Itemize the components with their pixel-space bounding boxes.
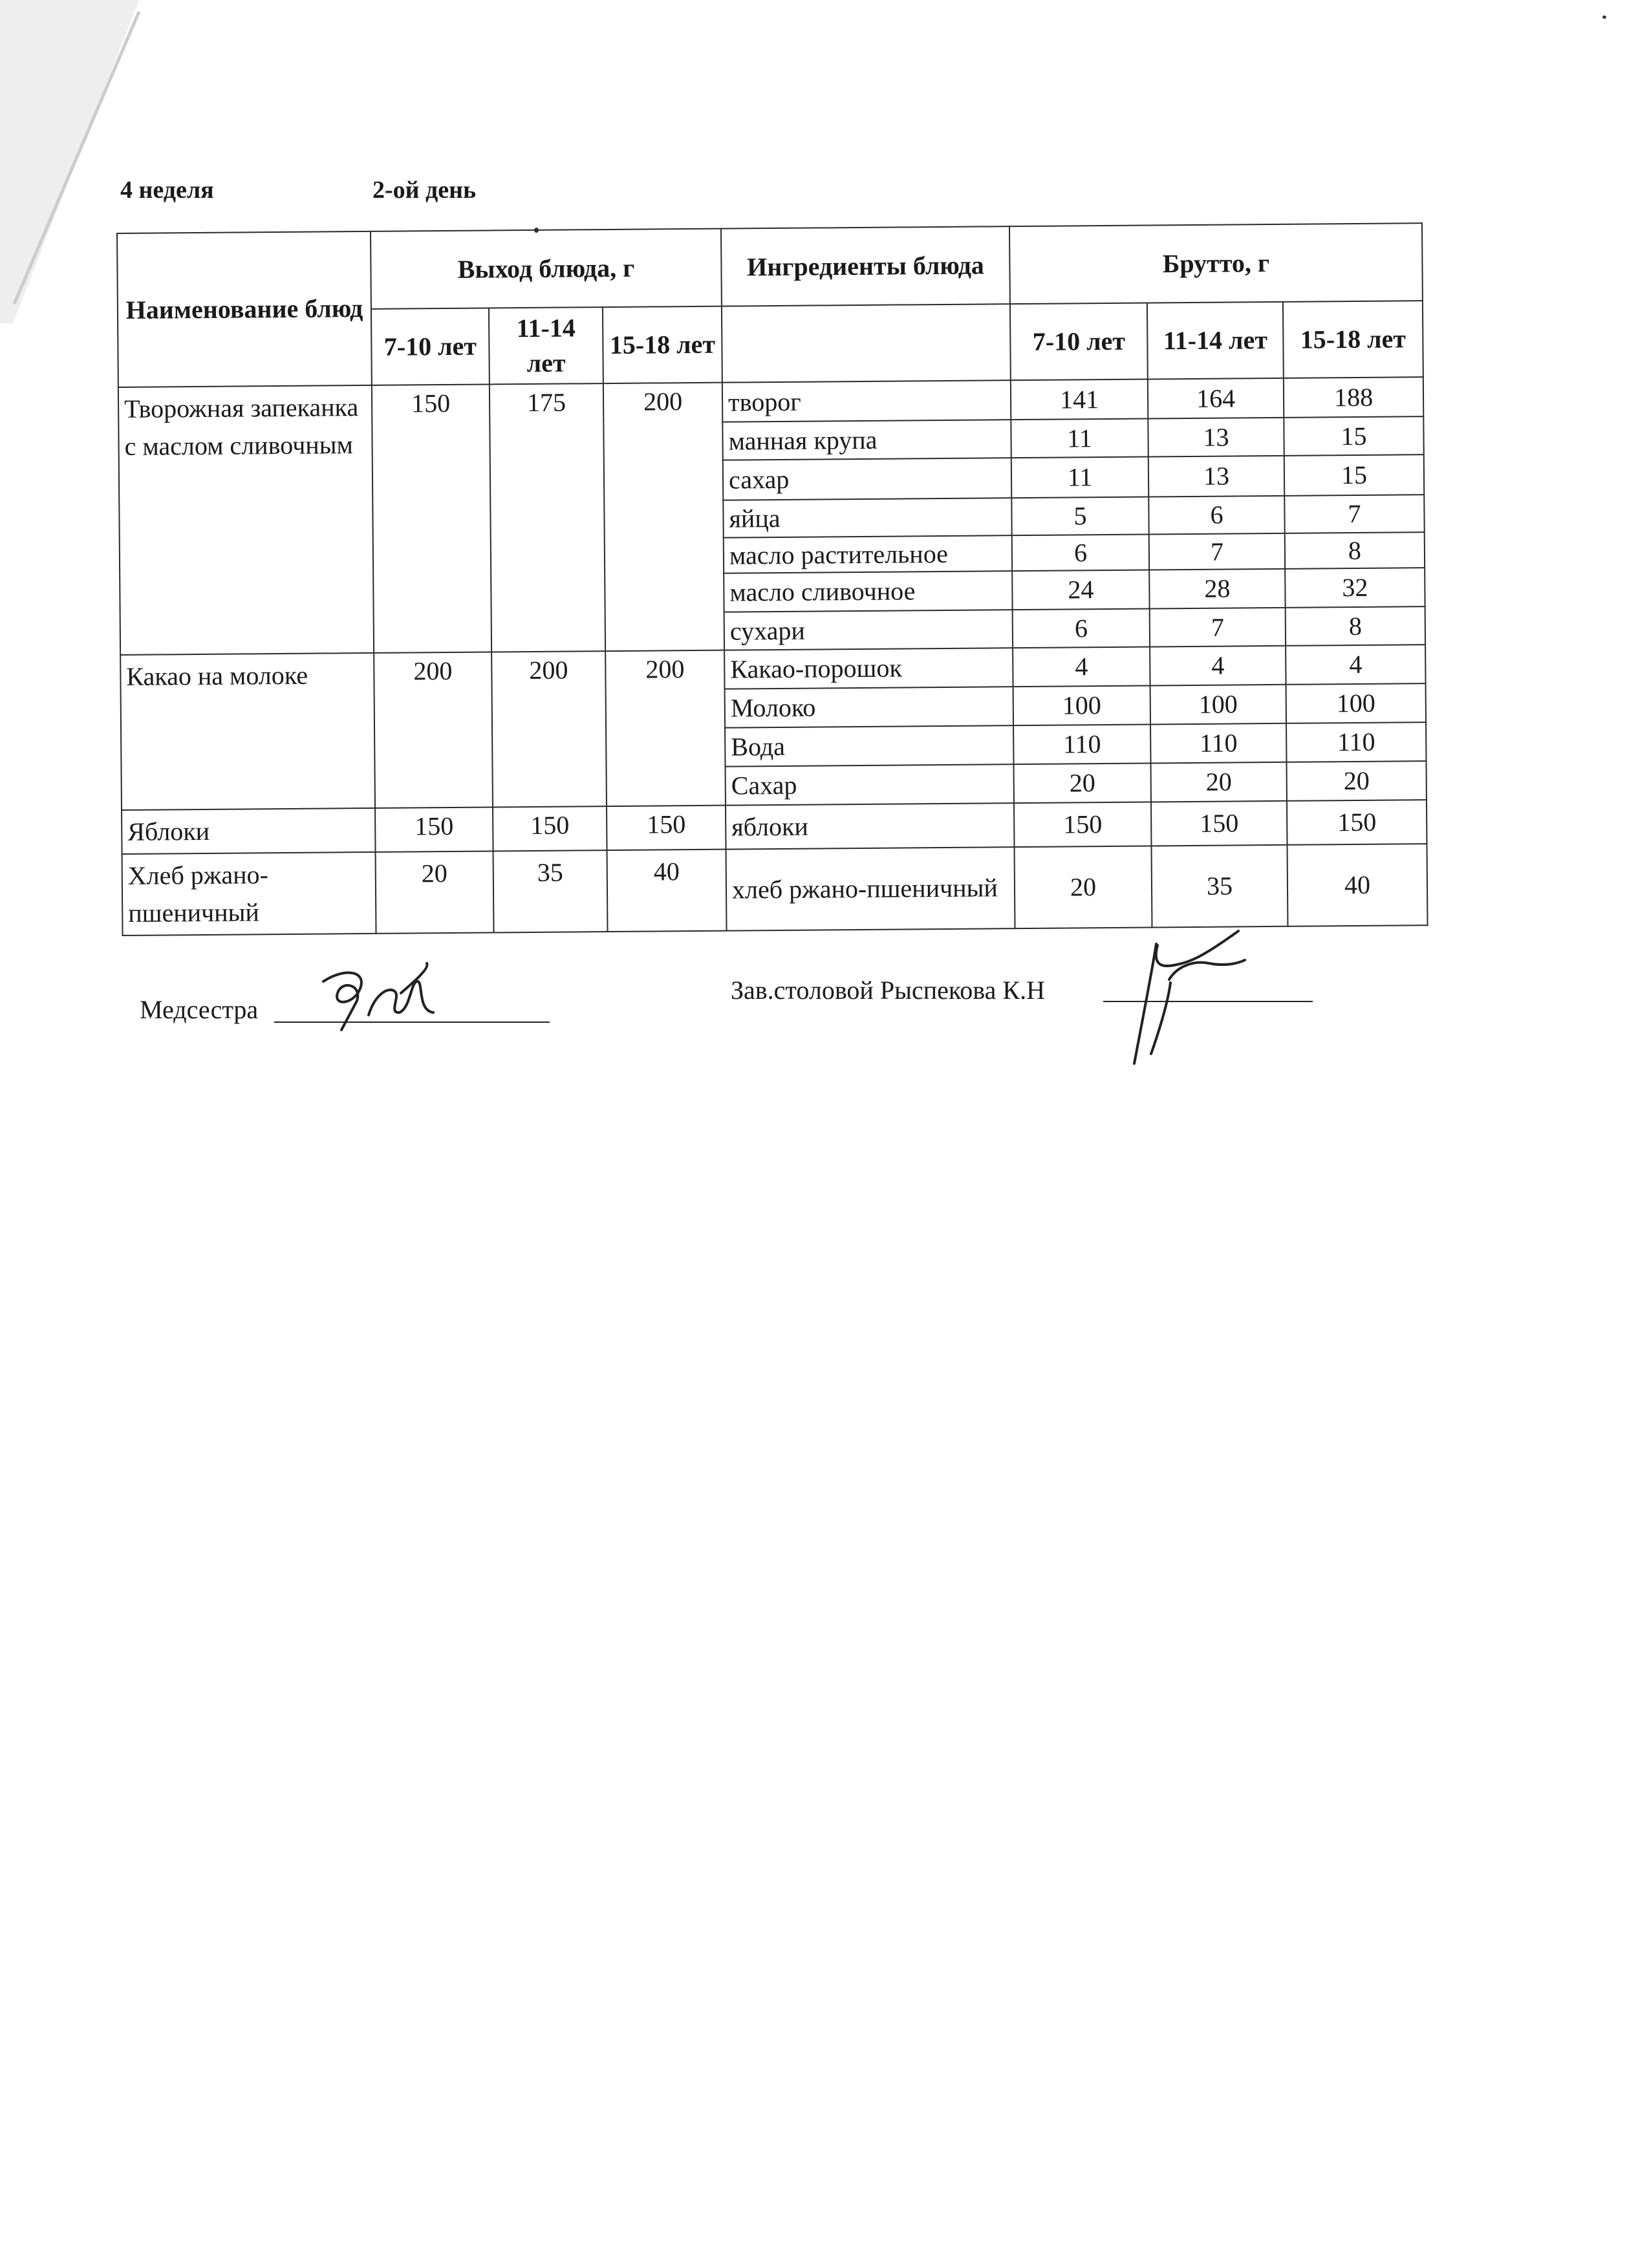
yield-age-header: 7-10 лет xyxy=(371,308,490,385)
dish-yield: 20 xyxy=(376,851,494,933)
gross-weight: 150 xyxy=(1287,800,1427,845)
gross-weight: 35 xyxy=(1152,845,1288,928)
gross-weight: 141 xyxy=(1011,379,1148,420)
dish-yield: 35 xyxy=(493,850,608,932)
dish-yield: 150 xyxy=(375,807,493,851)
gross-header: Брутто, г xyxy=(1009,223,1423,304)
gross-weight: 24 xyxy=(1012,570,1149,610)
gross-weight: 6 xyxy=(1013,608,1150,648)
gross-weight: 7 xyxy=(1149,533,1285,570)
nurse-signature xyxy=(304,956,459,1040)
gross-age-header: 15-18 лет xyxy=(1283,301,1423,378)
gross-weight: 8 xyxy=(1286,606,1425,646)
ingredient-name: манная крупа xyxy=(722,420,1011,460)
dish-name: Яблоки xyxy=(122,808,376,854)
gross-weight: 164 xyxy=(1148,378,1284,419)
dish-yield: 200 xyxy=(491,651,607,807)
canteen-head-signature-label: Зав.столовой Рыспекова К.Н xyxy=(731,976,1045,1005)
gross-weight: 20 xyxy=(1015,846,1152,928)
gross-weight: 15 xyxy=(1284,416,1423,456)
ingredient-name: Какао-порошок xyxy=(724,648,1013,689)
gross-weight: 8 xyxy=(1285,532,1425,569)
dish-yield: 40 xyxy=(607,850,727,932)
dish-name: Какао на молоке xyxy=(120,653,375,810)
gross-weight: 6 xyxy=(1148,496,1284,535)
ingredient-name: Молоко xyxy=(725,687,1013,728)
dish-name-header: Наименование блюд xyxy=(117,231,372,387)
nurse-signature-label: Медсестра xyxy=(140,995,259,1024)
menu-table xyxy=(116,222,1428,936)
gross-weight: 20 xyxy=(1287,761,1427,801)
ingredient-name: яблоки xyxy=(726,803,1015,850)
dish-yield: 175 xyxy=(490,383,605,652)
gross-weight: 4 xyxy=(1286,645,1425,685)
gross-weight: 6 xyxy=(1012,534,1149,571)
dish-yield: 150 xyxy=(607,806,726,850)
yield-header: Выход блюда, г xyxy=(371,229,722,309)
ingredient-name: яйца xyxy=(723,498,1011,538)
dish-yield: 150 xyxy=(493,806,607,851)
ingredients-header: Ингредиенты блюда xyxy=(721,226,1010,306)
yield-age-header: 15-18 лет xyxy=(603,306,722,383)
ingredient-name: масло растительное xyxy=(724,535,1012,573)
menu-body xyxy=(118,377,1428,936)
gross-weight: 100 xyxy=(1150,685,1286,725)
ingredient-name: Вода xyxy=(725,725,1013,767)
ingredient-name: сухари xyxy=(724,610,1013,650)
dish-yield: 200 xyxy=(603,383,724,651)
gross-weight: 150 xyxy=(1151,801,1288,846)
speck xyxy=(1602,16,1606,19)
gross-weight: 40 xyxy=(1288,844,1428,926)
ingredient-name: масло сливочное xyxy=(724,571,1012,612)
gross-weight: 188 xyxy=(1284,377,1423,418)
ingredients-subheader-empty xyxy=(722,304,1011,382)
ingredient-name: сахар xyxy=(723,458,1011,500)
yield-age-header: 11-14 лет xyxy=(489,307,603,384)
gross-weight: 4 xyxy=(1013,647,1150,687)
gross-weight: 32 xyxy=(1285,568,1425,608)
gross-weight: 110 xyxy=(1150,723,1286,764)
dish-name: Хлеб ржано-пшеничный xyxy=(122,852,376,936)
dish-yield: 200 xyxy=(374,652,493,808)
gross-weight: 5 xyxy=(1011,497,1148,535)
gross-weight: 100 xyxy=(1013,685,1150,725)
gross-weight: 4 xyxy=(1150,646,1286,686)
ingredient-name: хлеб ржано-пшеничный xyxy=(726,847,1015,930)
ingredient-name: творог xyxy=(722,380,1011,422)
gross-weight: 28 xyxy=(1149,569,1285,609)
gross-weight: 15 xyxy=(1284,455,1424,496)
day-label: 2-ой день xyxy=(372,177,477,204)
gross-weight: 100 xyxy=(1286,683,1426,723)
gross-weight: 7 xyxy=(1150,608,1286,647)
week-label: 4 неделя xyxy=(120,177,214,204)
gross-weight: 13 xyxy=(1148,456,1284,497)
gross-weight: 13 xyxy=(1148,418,1284,457)
ingredient-name: Сахар xyxy=(726,764,1014,806)
dish-yield: 150 xyxy=(372,384,491,652)
gross-age-header: 11-14 лет xyxy=(1147,302,1284,380)
gross-weight: 150 xyxy=(1014,802,1152,847)
dish-yield: 200 xyxy=(605,650,726,806)
gross-age-header: 7-10 лет xyxy=(1010,303,1148,380)
gross-weight: 11 xyxy=(1011,418,1148,458)
gross-weight: 110 xyxy=(1013,724,1150,764)
gross-weight: 110 xyxy=(1286,722,1426,762)
canteen-head-signature xyxy=(1106,905,1255,1073)
gross-weight: 20 xyxy=(1151,762,1287,802)
gross-weight: 11 xyxy=(1011,456,1148,498)
gross-weight: 7 xyxy=(1284,495,1424,533)
gross-weight: 20 xyxy=(1014,763,1151,803)
dish-name: Творожная запеканка с маслом сливочным xyxy=(118,385,374,655)
